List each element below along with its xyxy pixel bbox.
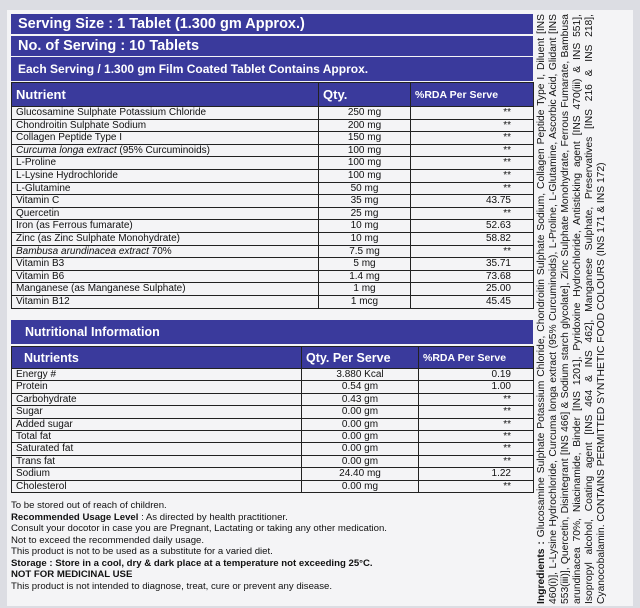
usage-level-text: : As directed by health practitioner.: [138, 511, 288, 523]
nutrient-table: [11, 82, 534, 309]
nutrient-qty-cell: 10 mg: [319, 232, 411, 245]
nutrient-row: [12, 119, 534, 132]
each-serving-heading: Each Serving / 1.300 gm Film Coated Tablet Contains Approx.: [11, 57, 533, 81]
nutrient-qty-cell: 200 mg: [319, 119, 411, 132]
nutrient-row: [12, 270, 534, 283]
nutritional-name-cell: Sodium: [12, 468, 302, 480]
nutritional-row: [12, 393, 534, 405]
usage-level: [11, 512, 531, 524]
nutrient-qty-cell: 5 mg: [319, 258, 411, 271]
nutrient-qty-cell: 1 mcg: [319, 295, 411, 308]
nutrient-name-cell: Glucosamine Sulphate Potassium Chloride: [12, 107, 319, 120]
nutritional-qty-cell: 24.40 mg: [302, 468, 419, 480]
nutrient-rda-cell: **: [411, 132, 534, 145]
ingredients-list: Glucosamine Sulphate Potassium Chloride, Chondroitin Sulphate Sodium, Collagen Peptide Type I, Diluent [INS 460(i)], L-Lysine Hydrochloride, Curcuma longa extract (95% Curcuminoids), L-Proline, L-Glutamine, Ascorbic Acid, Glidant [INS 553(iii)], Quercetin, Disintegrant [INS 466] & Sodium starch glycolate], Zinc Sulphate Monohydrate, Ferrous Fumarate, Bambusa arundinacea 70%, Niacinamide, Binder [INS 1201], Pyridoxine Hydrochloride, Antisticking agent [INS 470(iii) & INS 551], Isopropyl alcohol, Coating agent [INS 464 & INS 462], Manganese Sulphate, Preservatives [INS 216 & INS 218], Cyanocobalamin.: [536, 14, 607, 604]
nutritional-row: [12, 480, 534, 492]
rda-column-header: %RDA Per Serve: [411, 83, 534, 107]
nutrient-row: [12, 144, 534, 157]
nutrient-rda-cell: 58.82: [411, 232, 534, 245]
nutrient-name-cell: Chondroitin Sulphate Sodium: [12, 119, 319, 132]
nutrient-rda-cell: 35.71: [411, 258, 534, 271]
nutritional-qty-cell: 0.00 gm: [302, 443, 419, 455]
nutritional-name-cell: Trans fat: [12, 455, 302, 467]
nutrient-qty-cell: 100 mg: [319, 144, 411, 157]
nutrient-qty-cell: 10 mg: [319, 220, 411, 233]
nutritional-qty-cell: 0.00 gm: [302, 418, 419, 430]
nutritional-row: [12, 406, 534, 418]
nutrient-row: [12, 295, 534, 308]
nutritional-rda-cell: 1.22: [419, 468, 534, 480]
nutrient-table-body: [12, 107, 534, 309]
nutritional-qty-cell: 0.54 gm: [302, 381, 419, 393]
ingredients-text-block: [536, 14, 632, 604]
nutrient-name-cell: Vitamin C: [12, 195, 319, 208]
usage-level-label: Recommended Usage Level: [11, 511, 139, 523]
nutrient-name-cell: L-Lysine Hydrochloride: [12, 169, 319, 182]
no-of-serving-heading: No. of Serving : 10 Tablets: [11, 36, 533, 56]
serving-size-heading: Serving Size : 1 Tablet (1.300 gm Approx.): [11, 14, 533, 34]
nutrient-row: [12, 157, 534, 170]
nutrient-rda-cell: **: [411, 182, 534, 195]
nutrient-rda-cell: **: [411, 245, 534, 258]
nutritional-rda-cell: **: [419, 406, 534, 418]
nutritional-name-cell: Energy #: [12, 369, 302, 381]
nutrient-qty-cell: 1.4 mg: [319, 270, 411, 283]
nutritional-qty-cell: 0.00 gm: [302, 455, 419, 467]
label-footer: [11, 500, 531, 592]
nutrient-row: [12, 258, 534, 271]
nutrient-qty-cell: 7.5 mg: [319, 245, 411, 258]
rda-per-serve-column-header: %RDA Per Serve: [419, 347, 534, 369]
ingredients-label: Ingredients :: [536, 541, 547, 604]
nutrient-row: [12, 107, 534, 120]
nutrient-name-cell: Vitamin B6: [12, 270, 319, 283]
storage-note: Storage : Store in a cool, dry & dark place at a temperature not exceeding 25°C.: [11, 557, 373, 569]
nutritional-row: [12, 455, 534, 467]
nutritional-info-body: [12, 369, 534, 493]
nutrient-rda-cell: **: [411, 169, 534, 182]
nutrient-qty-cell: 1 mg: [319, 283, 411, 296]
nutrient-qty-cell: 50 mg: [319, 182, 411, 195]
disclaimer-note: This product is not intended to diagnose, treat, cure or prevent any disease.: [11, 580, 333, 592]
nutritional-rda-cell: 1.00: [419, 381, 534, 393]
nutrient-row: [12, 283, 534, 296]
nutrient-row: [12, 132, 534, 145]
nutritional-row: [12, 369, 534, 381]
nutrient-name-cell: Curcuma longa extract (95% Curcuminoids): [12, 144, 319, 157]
nutritional-row: [12, 381, 534, 393]
nutrient-row: [12, 232, 534, 245]
nutrient-name-cell: L-Glutamine: [12, 182, 319, 195]
nutritional-rda-cell: **: [419, 431, 534, 443]
nutritional-rda-cell: **: [419, 480, 534, 492]
nutrient-rda-cell: **: [411, 157, 534, 170]
nutrient-rda-cell: 45.45: [411, 295, 534, 308]
nutritional-name-cell: Saturated fat: [12, 443, 302, 455]
nutritional-qty-cell: 0.43 gm: [302, 393, 419, 405]
nutritional-info-table: [11, 346, 534, 493]
nutritional-name-cell: Cholesterol: [12, 480, 302, 492]
nutrient-name-cell: Quercetin: [12, 207, 319, 220]
nutrient-name-cell: Collagen Peptide Type I: [12, 132, 319, 145]
colours-note: CONTAINS PERMITTED SYNTHETIC FOOD COLOURS (INS 171 & INS 172): [596, 162, 607, 522]
nutritional-row: [12, 443, 534, 455]
nutrient-qty-cell: 150 mg: [319, 132, 411, 145]
nutritional-qty-cell: 0.00 mg: [302, 480, 419, 492]
nutrient-name-cell: Iron (as Ferrous fumarate): [12, 220, 319, 233]
substitute-note: This product is not to be used as a substitute for a varied diet.: [11, 546, 273, 557]
nutritional-rda-cell: 0.19: [419, 369, 534, 381]
storage-warning: To be stored out of reach of children.: [11, 500, 167, 511]
nutritional-qty-cell: 3.880 Kcal: [302, 369, 419, 381]
nutritional-qty-cell: 0.00 gm: [302, 406, 419, 418]
nutrient-row: [12, 169, 534, 182]
not-medicinal-note: NOT FOR MEDICINAL USE: [11, 569, 133, 580]
nutritional-rda-cell: **: [419, 418, 534, 430]
nutrient-row: [12, 195, 534, 208]
nutrient-row: [12, 220, 534, 233]
nutrient-rda-cell: **: [411, 144, 534, 157]
nutrient-qty-cell: 25 mg: [319, 207, 411, 220]
nutritional-name-cell: Total fat: [12, 431, 302, 443]
nutrient-name-cell: Vitamin B12: [12, 295, 319, 308]
nutritional-name-cell: Carbohydrate: [12, 393, 302, 405]
nutritional-qty-cell: 0.00 gm: [302, 431, 419, 443]
nutrient-rda-cell: 25.00: [411, 283, 534, 296]
nutrient-rda-cell: 52.63: [411, 220, 534, 233]
nutrient-name-cell: Bambusa arundinacea extract 70%: [12, 245, 319, 258]
qty-per-serve-column-header: Qty. Per Serve: [302, 347, 419, 369]
nutrients-column-header: Nutrients: [12, 347, 302, 369]
nutrient-name-cell: L-Proline: [12, 157, 319, 170]
nutrient-table-header: [12, 83, 534, 107]
nutritional-row: [12, 431, 534, 443]
nutritional-row: [12, 418, 534, 430]
nutrient-qty-cell: 100 mg: [319, 169, 411, 182]
nutrient-row: [12, 207, 534, 220]
ingredients-panel: [536, 14, 632, 604]
nutrient-qty-cell: 100 mg: [319, 157, 411, 170]
nutrient-row: [12, 182, 534, 195]
nutritional-name-cell: Sugar: [12, 406, 302, 418]
nutrient-qty-cell: 35 mg: [319, 195, 411, 208]
nutritional-row: [12, 468, 534, 480]
nutrient-rda-cell: 73.68: [411, 270, 534, 283]
nutritional-rda-cell: **: [419, 443, 534, 455]
nutritional-information-heading: Nutritional Information: [11, 320, 533, 344]
nutrient-name-cell: Vitamin B3: [12, 258, 319, 271]
nutrient-rda-cell: **: [411, 207, 534, 220]
nutrient-name-cell: Manganese (as Manganese Sulphate): [12, 283, 319, 296]
nutritional-name-cell: Added sugar: [12, 418, 302, 430]
nutrient-rda-cell: **: [411, 119, 534, 132]
nutritional-info-header: [12, 347, 534, 369]
qty-column-header: Qty.: [319, 83, 411, 107]
nutritional-name-cell: Protein: [12, 381, 302, 393]
nutritional-rda-cell: **: [419, 393, 534, 405]
nutrient-column-header: Nutrient: [12, 83, 319, 107]
nutrient-rda-cell: **: [411, 107, 534, 120]
nutritional-rda-cell: **: [419, 455, 534, 467]
nutrient-qty-cell: 250 mg: [319, 107, 411, 120]
nutrient-row: [12, 245, 534, 258]
daily-usage-note: Not to exceed the recommended daily usage.: [11, 534, 205, 546]
nutrient-rda-cell: 43.75: [411, 195, 534, 208]
nutrient-name-cell: Zinc (as Zinc Sulphate Monohydrate): [12, 232, 319, 245]
consult-doctor-note: Consult your docotor in case you are Pregnant, Lactating or taking any other medication.: [11, 523, 387, 534]
